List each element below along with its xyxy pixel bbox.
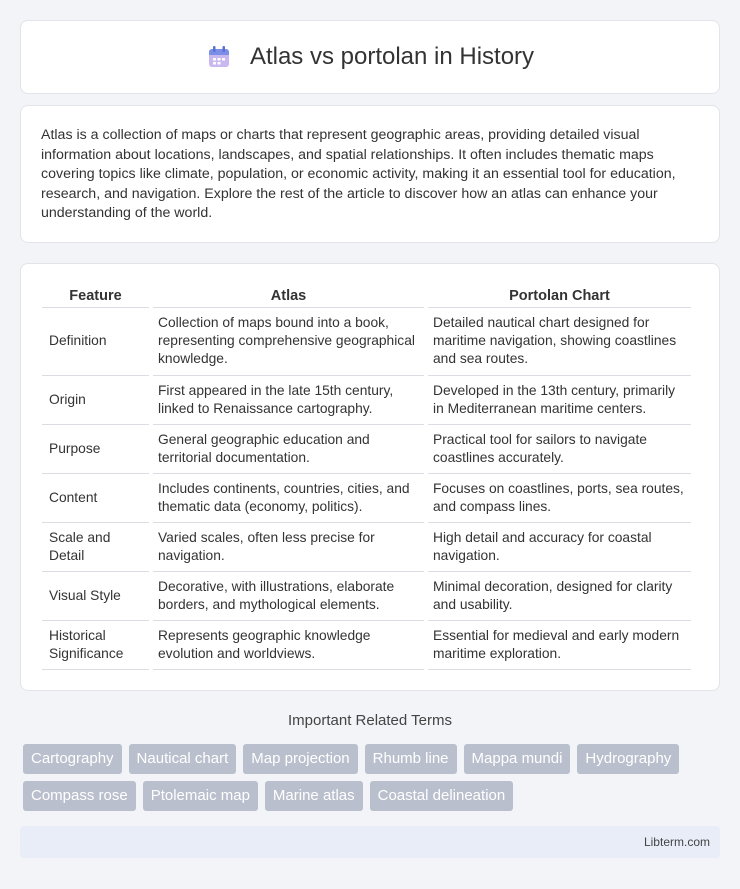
feature-cell: Definition <box>42 308 149 376</box>
table-header-row <box>42 286 691 308</box>
comparison-table-card <box>20 263 720 691</box>
related-terms-list <box>23 744 723 811</box>
portolan-cell: Focuses on coastlines, ports, sea routes, and compass lines. <box>428 474 691 523</box>
table-row <box>42 308 691 376</box>
header-card <box>20 20 720 94</box>
page-title: Atlas vs portolan in History <box>249 43 535 70</box>
portolan-cell: Detailed nautical chart designed for maritime navigation, showing coastlines and sea routes. <box>428 308 691 376</box>
term-tag[interactable]: Map projection <box>243 744 357 774</box>
column-header-atlas: Atlas <box>153 286 424 308</box>
table-row <box>42 572 691 621</box>
term-tag[interactable]: Rhumb line <box>365 744 457 774</box>
term-tag[interactable]: Marine atlas <box>265 781 363 811</box>
table-row <box>42 474 691 523</box>
footer <box>20 826 720 858</box>
atlas-cell: Collection of maps bound into a book, representing comprehensive geographical knowledge. <box>153 308 424 376</box>
intro-card <box>20 105 720 243</box>
table-row <box>42 523 691 572</box>
term-tag[interactable]: Cartography <box>23 744 122 774</box>
term-tag[interactable]: Hydrography <box>577 744 679 774</box>
atlas-cell: First appeared in the late 15th century, linked to Renaissance cartography. <box>153 376 424 425</box>
atlas-cell: Represents geographic knowledge evolution and worldviews. <box>153 621 424 670</box>
portolan-cell: Essential for medieval and early modern maritime exploration. <box>428 621 691 670</box>
term-tag[interactable]: Nautical chart <box>129 744 237 774</box>
feature-cell: Purpose <box>42 425 149 474</box>
title-wrap <box>206 43 534 71</box>
atlas-cell: Includes continents, countries, cities, and thematic data (economy, politics). <box>153 474 424 523</box>
term-tag[interactable]: Compass rose <box>23 781 136 811</box>
portolan-cell: Minimal decoration, designed for clarity and usability. <box>428 572 691 621</box>
portolan-cell: High detail and accuracy for coastal navigation. <box>428 523 691 572</box>
feature-cell: Scale and Detail <box>42 523 149 572</box>
atlas-cell: Decorative, with illustrations, elaborate borders, and mythological elements. <box>153 572 424 621</box>
column-header-portolan: Portolan Chart <box>428 286 691 308</box>
comparison-table <box>38 286 695 670</box>
term-tag[interactable]: Mappa mundi <box>464 744 571 774</box>
term-tag[interactable]: Ptolemaic map <box>143 781 258 811</box>
feature-cell: Content <box>42 474 149 523</box>
table-row <box>42 621 691 670</box>
related-terms-title: Important Related Terms <box>288 712 452 729</box>
atlas-cell: General geographic education and territorial documentation. <box>153 425 424 474</box>
column-header-feature: Feature <box>42 286 149 308</box>
calendar-icon <box>206 44 232 70</box>
atlas-cell: Varied scales, often less precise for navigation. <box>153 523 424 572</box>
feature-cell: Visual Style <box>42 572 149 621</box>
portolan-cell: Developed in the 13th century, primarily in Mediterranean maritime centers. <box>428 376 691 425</box>
term-tag[interactable]: Coastal delineation <box>370 781 514 811</box>
portolan-cell: Practical tool for sailors to navigate coastlines accurately. <box>428 425 691 474</box>
table-row <box>42 425 691 474</box>
footer-site-link[interactable]: Libterm.com <box>643 835 710 849</box>
table-row <box>42 376 691 425</box>
intro-paragraph: Atlas is a collection of maps or charts that represent geographic areas, providing detailed visual information about locations, landscapes, and spatial relationships. It often includes thematic maps covering topics like climate, population, or economic activity, making it an essential tool for education, research, and navigation. Explore the rest of the article to discover how an atlas can enhance your understanding of the world. <box>41 127 676 221</box>
feature-cell: Origin <box>42 376 149 425</box>
feature-cell: Historical Significance <box>42 621 149 670</box>
